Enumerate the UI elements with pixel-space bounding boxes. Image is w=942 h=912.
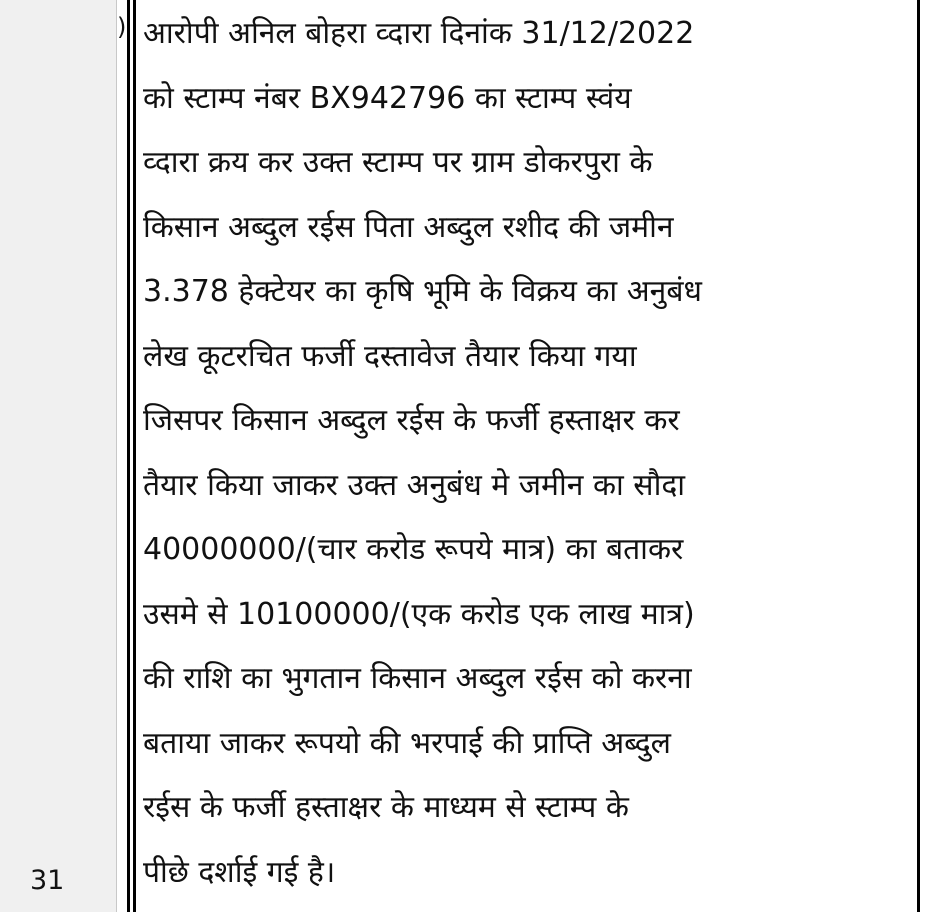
paragraph-line: व्दारा क्रय कर उक्त स्टाम्प पर ग्राम डोकरपुरा के (143, 145, 653, 180)
table-cell-border-right (917, 0, 920, 912)
line-number-gutter (0, 0, 116, 912)
paragraph-line: उसमे से 10100000/(एक करोड एक लाख मात्र) (143, 596, 695, 632)
table-cell-border-left-outer (127, 0, 130, 912)
paragraph-line: पीछे दर्शाई गई है। (143, 854, 336, 890)
paragraph-line: 40000000/(चार करोड रूपये मात्र) का बताकर (143, 532, 684, 567)
paragraph-line: लेख कूटरचित फर्जी दस्तावेज तैयार किया गया (143, 338, 637, 374)
paragraph-line: जिसपर किसान अब्दुल रईस के फर्जी हस्ताक्षर कर (143, 403, 680, 438)
paragraph-line: रईस के फर्जी हस्ताक्षर के माध्यम से स्टाम्प के (143, 790, 629, 825)
hindi-text-paragraph (143, 8, 913, 911)
paragraph-line: को स्टाम्प नंबर BX942796 का स्टाम्प स्वंय (143, 80, 632, 116)
line-number: 31 (30, 865, 65, 896)
table-cell-border-left-inner (133, 0, 136, 912)
paragraph-line: किसान अब्दुल रईस पिता अब्दुल रशीद की जमीन (143, 209, 674, 245)
paragraph-line: बताया जाकर रूपयो की भरपाई की प्राप्ति अब्दुल (143, 725, 672, 761)
paragraph-line: आरोपी अनिल बोहरा व्दारा दिनांक 31/12/2022 (143, 16, 695, 51)
gutter-divider (116, 0, 117, 912)
paragraph-line: 3.378 हेक्टेयर का कृषि भूमि के विक्रय का अनुबंध (143, 274, 702, 309)
paragraph-line: तैयार किया जाकर उक्त अनुबंध मे जमीन का सौदा (143, 467, 686, 503)
paragraph-line: की राशि का भुगतान किसान अब्दुल रईस को करना (143, 661, 692, 696)
clipped-text-marker: ) (117, 13, 127, 41)
